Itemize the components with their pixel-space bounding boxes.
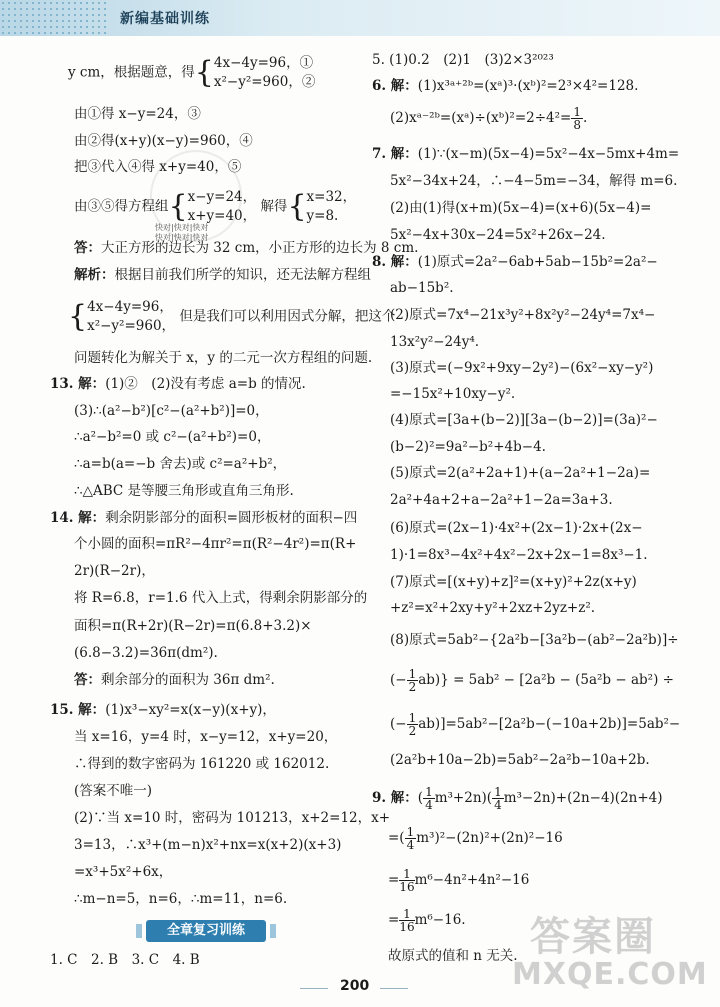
q8-line: (− $\frac{1}{2}$ ab)]=5ab²−[2a²b−(−10a+2b)]=5ab²− xyxy=(390,711,681,738)
q9-line: 9. 解：( $\frac{1}{4}$ m³+2n)( $\frac{1}{4}$ m³−2n)+(2n−4)(2n+4) xyxy=(372,785,663,812)
q8-line: (7)原式=[(x+y)+z]²=(x+y)²+2z(x+y) xyxy=(390,574,637,590)
q13-line: ∴△ABC 是等腰三角形或直角三角形. xyxy=(74,483,294,499)
q15-line: =x³+5x²+6x， xyxy=(74,864,173,880)
header-dot-pattern xyxy=(0,0,110,36)
q13-line: ∴a²−b²=0 或 c²−(a²+b²)=0， xyxy=(74,429,271,445)
q14-line: 将 R=6.8，r=1.6 代入上式，得剩余阴影部分的 xyxy=(74,590,368,606)
q8-line: +z²=x²+2xy+y²+2xz+2yz+z². xyxy=(390,600,596,616)
system-setup: y cm，根据题意，得{4x−4y=96，① x²−y²=960，② xyxy=(68,55,316,90)
q8-line: (6)原式=(2x−1)·4x²+(2x−1)·2x+(2x− xyxy=(390,520,643,536)
chapter-review-badge: 全章复习训练 xyxy=(146,920,266,942)
mc-answers: 1. C 2. B 3. C 4. B xyxy=(50,952,200,968)
q5-line: 5. (1)0.2 (2)1 (3)2×3²⁰²³ xyxy=(372,52,554,68)
q9-conclusion: 故原式的值和 n 无关. xyxy=(388,948,518,964)
q6-line: 6. 解：(1)x³ᵃ⁺²ᵇ=(xᵃ)³·(xᵇ)²=2³×4²=128. xyxy=(372,78,639,94)
analysis-system: {4x−4y=96， x²−y²=960， 但是我们可以利用因式分解，把这个 xyxy=(68,299,396,334)
q15-line: ∴m−n=5，n=6，∴m=11，n=6. xyxy=(74,891,288,907)
answer-line: 答：大正方形的边长为 32 cm，小正方形的边长为 8 cm. xyxy=(74,240,419,256)
q8-line: (− $\frac{1}{2}$ ab)} = 5ab² − [2a²b − (5a²b − ab²) ÷ xyxy=(390,667,674,694)
stamp-text: 快对|快对|快对 快对|快对|快对 xyxy=(155,223,209,242)
q6-line: (2)xᵃ⁻²ᵇ=(xᵃ)÷(xᵇ)²=2÷4²= $\frac{1}{8}$ . xyxy=(390,105,588,132)
q14-line: 14. 解：剩余阴影部分的面积=圆形板材的面积−四 xyxy=(50,510,358,526)
q8-line: (5)原式=2(a²+2a+1)+(a−2a²+1−2a)= xyxy=(390,465,651,481)
q8-line: 2a²+4a+2+a−2a²+1−2a=3a+3. xyxy=(390,492,613,508)
q7-line: 7. 解：(1)∵(x−m)(5x−4)=5x²−4x−5mx+4m= xyxy=(372,146,680,162)
q8-line: ab−15b². xyxy=(390,280,454,296)
q8-line: (2a²b+10a−2b)=5ab²−2a²b−10a+2b. xyxy=(390,752,650,768)
q8-line: (8)原式=5ab²−{2a²b−[3a²b−(ab²−2a²b)]÷ xyxy=(390,632,679,648)
analysis-line: 问题转化为解关于 x，y 的二元一次方程组的问题. xyxy=(74,350,373,366)
header-title: 新编基础训练 xyxy=(120,11,210,27)
q13-line: (3)∴(a²−b²)[c²−(a²+b²)]=0， xyxy=(74,403,269,419)
q15-line: 15. 解：(1)x³−xy²=x(x−y)(x+y)， xyxy=(50,702,276,718)
q8-line: 8. 解：(1)原式=2a²−6ab+5ab−15b²=2a²− xyxy=(372,254,658,270)
q9-line: = $\frac{1}{16}$ m⁶−4n²+4n²−16 xyxy=(388,867,530,894)
footer-rule-left xyxy=(300,988,328,989)
q15-line: (答案不唯一) xyxy=(74,783,153,799)
q15-line: (2)∵当 x=10 时，密码为 101213，x+2=12，x+ xyxy=(74,810,391,826)
q7-line: (2)由(1)得(x+m)(5x−4)=(x+6)(5x−4)= xyxy=(390,200,652,216)
q9-line: = $\frac{1}{16}$ m⁶−16. xyxy=(388,907,466,934)
q13-line: 13. 解：(1)② (2)没有考虑 a=b 的情况. xyxy=(50,376,306,392)
q14-line: 2r)(R−2r)， xyxy=(74,563,155,579)
step-line: 由②得(x+y)(x−y)=960，④ xyxy=(74,133,253,149)
step-line: 由①得 x−y=24，③ xyxy=(74,106,201,122)
q8-line: 13x²y²−24y⁴. xyxy=(390,334,480,350)
q14-line: 个小圆的面积=πR²−4πr²=π(R²−4r²)=π(R+ xyxy=(74,536,357,552)
page-header xyxy=(0,0,720,36)
page-number: 200 xyxy=(340,978,370,994)
q8-line: (b−2)²=9a²−b²+4b−4. xyxy=(390,439,546,455)
footer-rule-right xyxy=(380,988,408,989)
q14-line: 面积=π(R+2r)(R−2r)=π(6.8+3.2)× xyxy=(74,618,312,634)
q13-line: ∴a=b(a=−b 舍去)或 c²=a²+b²， xyxy=(74,456,287,472)
site-watermark: 答案圈 MXQE.COM xyxy=(512,914,708,992)
system-solve: 由③⑤得方程组{x−y=24， x+y=40， 解得{x=32， y=8. xyxy=(74,189,357,224)
step-line: 把③代入④得 x+y=40，⑤ xyxy=(74,159,242,175)
q8-line: (4)原式=[3a+(b−2)][3a−(b−2)]=(3a)²− xyxy=(390,412,658,428)
analysis-line: 解析：根据目前我们所学的知识，还无法解方程组 xyxy=(74,267,371,283)
q15-line: 3=13，∴x³+(m−n)x²+nx=x(x+2)(x+3) xyxy=(74,837,342,853)
q8-line: =−15x²+10xy−y². xyxy=(390,386,516,402)
q8-line: (3)原式=(−9x²+9xy−2y²)−(6x²−xy−y²) xyxy=(390,360,654,376)
q7-line: 5x²−4x+30x−24=5x²+26x−24. xyxy=(390,227,606,243)
q7-line: 5x²−34x+24，∴−4−5m=−34，解得 m=6. xyxy=(390,173,678,189)
q14-answer: 答：剩余部分的面积为 36π dm². xyxy=(74,672,275,688)
q15-line: ∴得到的数字密码为 161220 或 162012. xyxy=(74,756,330,772)
q15-line: 当 x=16，y=4 时，x−y=12，x+y=20， xyxy=(74,729,338,745)
q8-line: 1)·1=8x³−4x²+4x²−2x+2x−1=8x³−1. xyxy=(390,547,648,563)
q9-line: =( $\frac{1}{4}$ m³)²−(2n)²+(2n)²−16 xyxy=(388,825,563,852)
q8-line: (2)原式=7x⁴−21x³y²+8x²y²−24y⁴=7x⁴− xyxy=(390,307,656,323)
q14-line: (6.8−3.2)=36π(dm²). xyxy=(74,645,218,661)
